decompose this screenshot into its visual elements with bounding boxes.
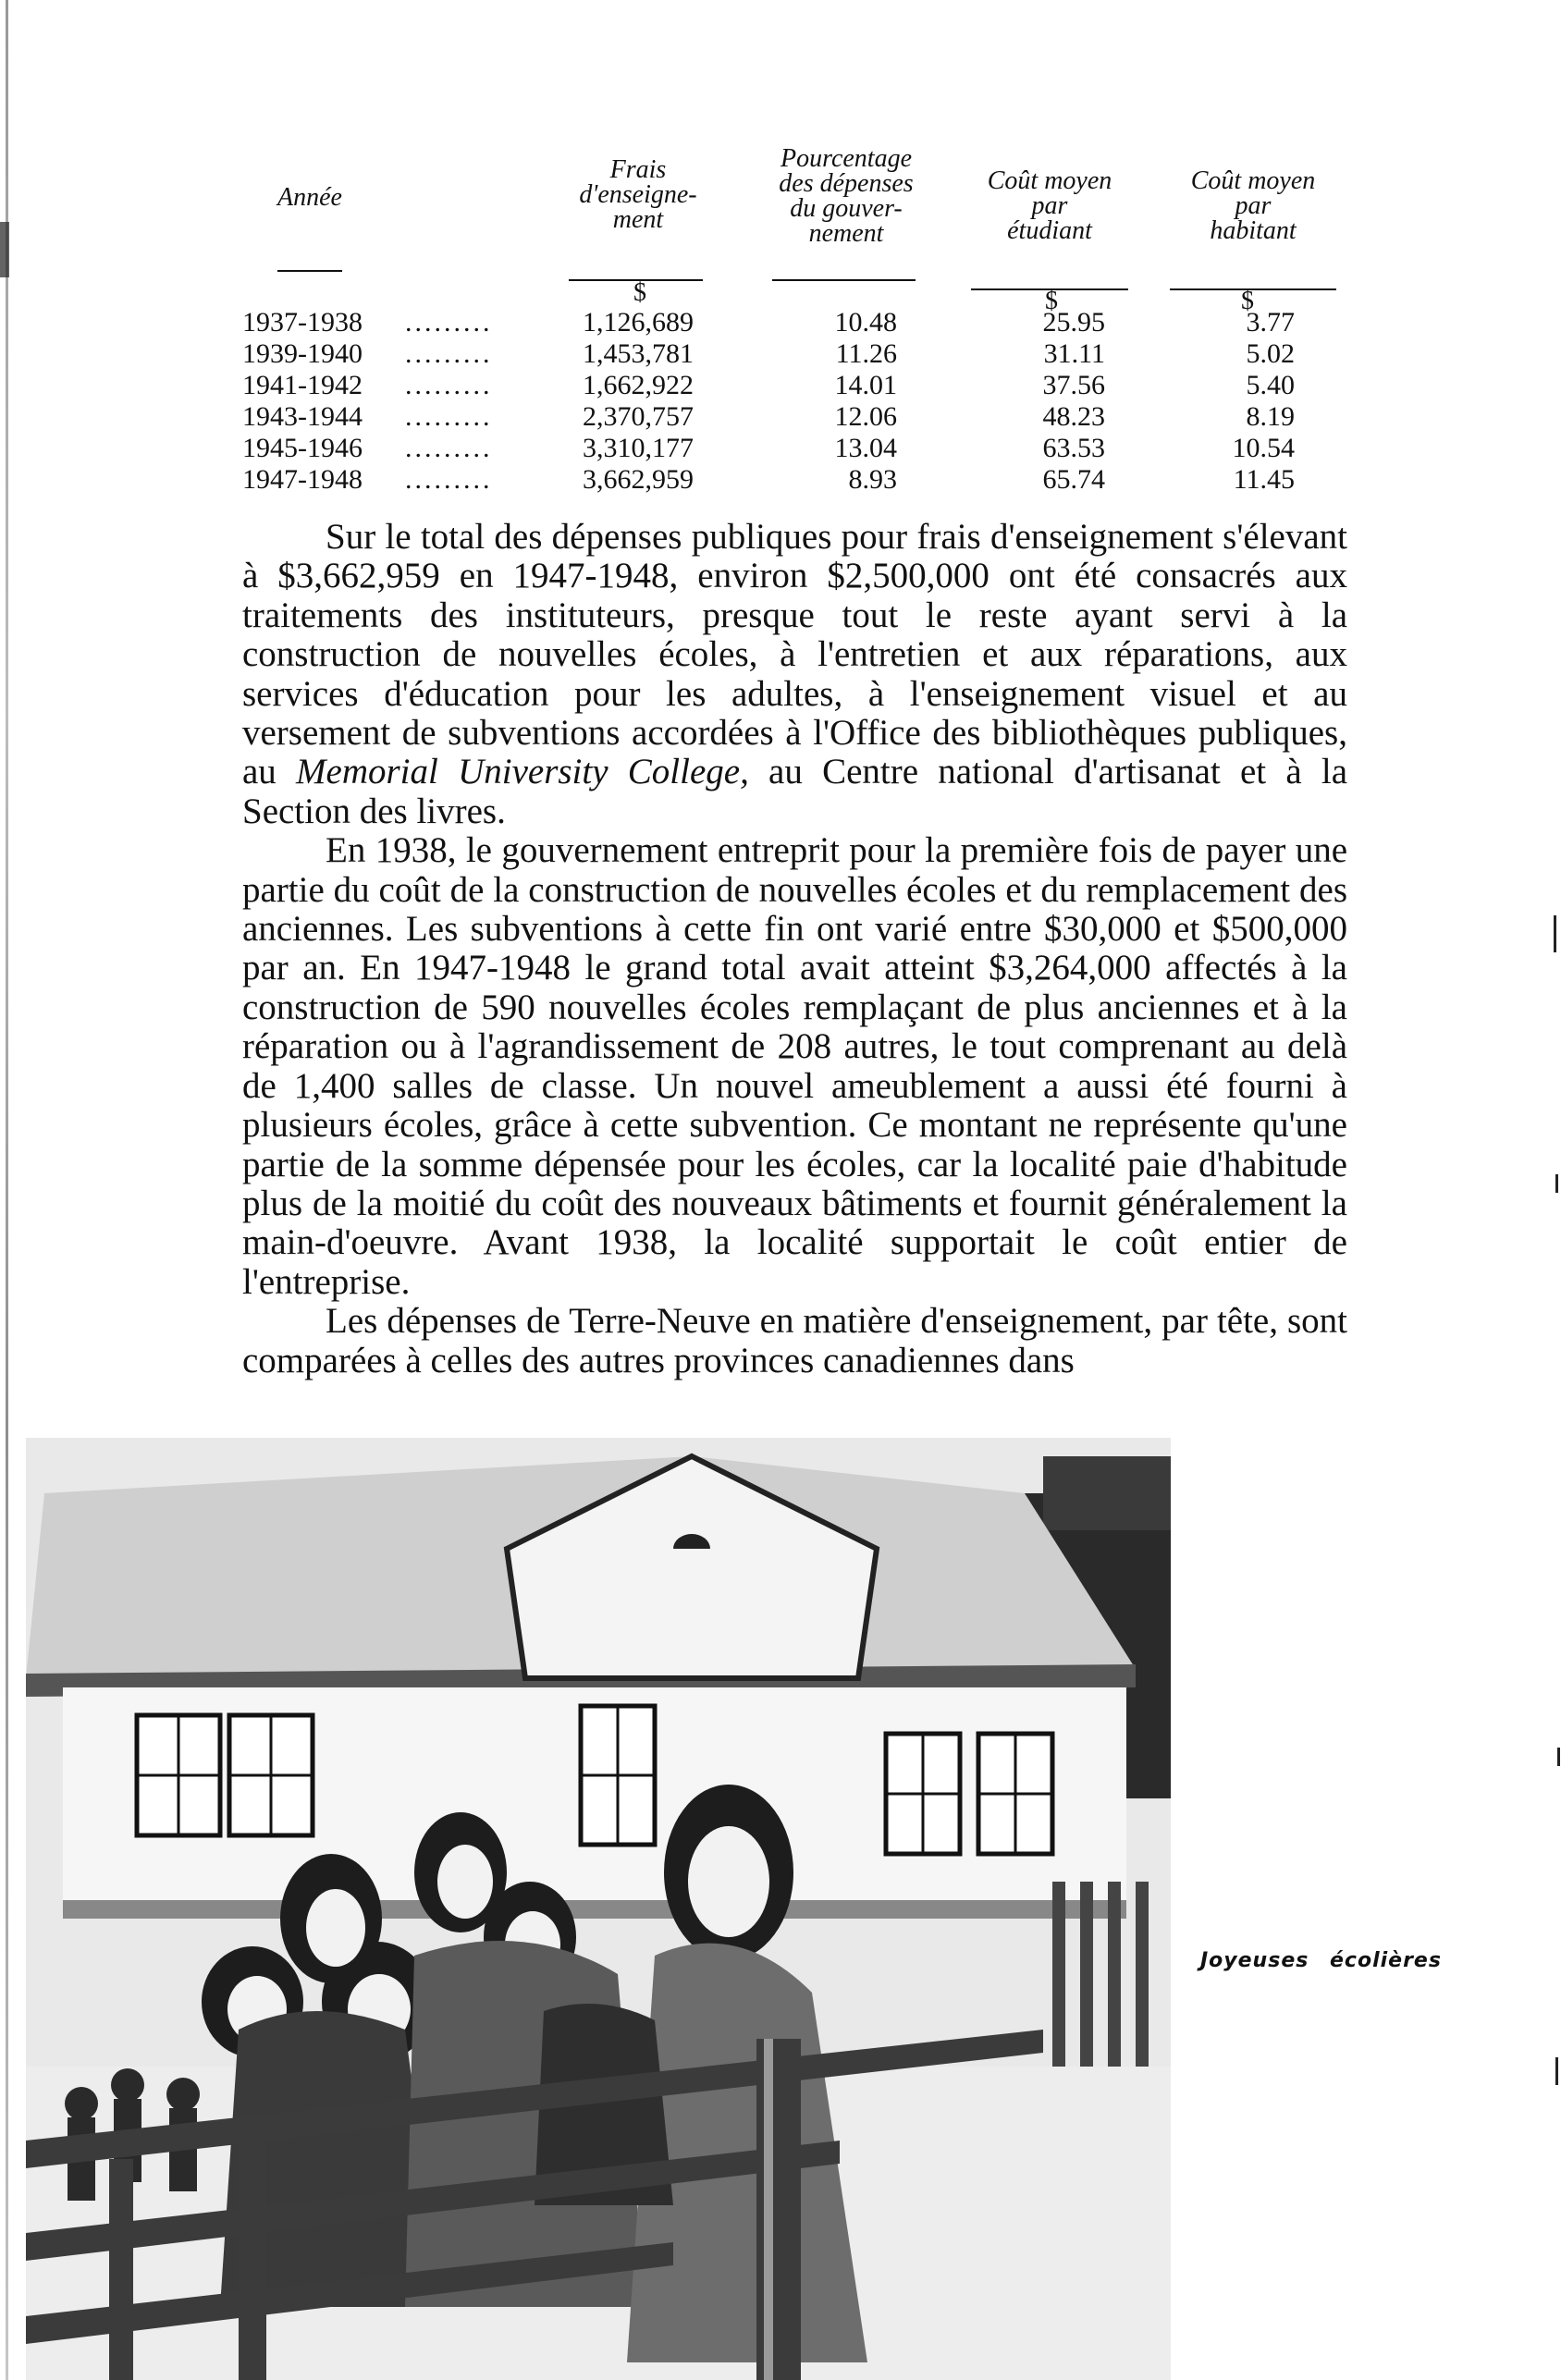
- paragraph: Les dépenses de Terre-Neuve en matière d'enseignement, par tête, sont comparées à celles des autres provinces canadiennes dans: [242, 1301, 1347, 1380]
- cell-annee: 1943-1944: [242, 401, 363, 432]
- cell-cout-etudiant: 31.11: [1043, 338, 1105, 369]
- leader-dots: .........: [405, 401, 493, 432]
- leader-dots: .........: [405, 433, 493, 463]
- cell-annee: 1945-1946: [242, 433, 363, 463]
- cell-frais: 1,126,689: [583, 307, 694, 337]
- paragraph-text: au Centre national d'artisanat et à la Section des livres.: [242, 752, 1348, 831]
- header-annee: Année: [277, 183, 342, 212]
- table-row: [240, 401, 1341, 433]
- cell-annee: 1947-1948: [242, 464, 363, 495]
- paragraph: En 1938, le gouvernement entreprit pour la première fois de payer une partie du coût de la construction de nouvelles écoles et du remplacement des anciennes. Les subventions à cette fin ont varié entre $30,000 et $500,000 par an. En 1947-1948 le grand total avait atteint $3,264,000 affectés à la construction de 590 nouvelles écoles remplaçant de plus anciennes et à la réparation ou à l'agrandissement de 208 autres, le tout comprenant au delà de 1,400 salles de classe. Un nouvel ameublement a aussi été fourni à plusieurs écoles, grâce à cette subvention. Ce montant ne représente qu'une partie de la somme dépensée pour les écoles, car la localité paie d'habitude plus de la moitié du coût des nouveaux bâtiments et fournit généralement la main-d'oeuvre. Avant 1938, la localité supportait le coût entier de l'entreprise.: [242, 830, 1347, 1302]
- cell-cout-etudiant: 48.23: [1042, 401, 1105, 432]
- table-row: [240, 433, 1341, 464]
- header-cout-etudiant: Coût moyen par étudiant: [987, 166, 1112, 245]
- schoolgirls-photo: [26, 1438, 1171, 2380]
- header-cout-habitant: Coût moyen par habitant: [1190, 166, 1316, 245]
- cell-cout-etudiant: 65.74: [1042, 464, 1105, 495]
- cell-cout-etudiant: 25.95: [1042, 307, 1105, 337]
- header-pourcentage: Pourcentage des dépenses du gouver- nement: [779, 144, 914, 248]
- cell-pourcentage: 10.48: [834, 307, 897, 337]
- cell-cout-habitant: 11.45: [1233, 464, 1295, 495]
- cell-cout-habitant: 5.02: [1246, 338, 1295, 369]
- margin-mark: [1555, 1174, 1558, 1193]
- cell-annee: 1937-1938: [242, 307, 363, 337]
- cell-cout-etudiant: 63.53: [1042, 433, 1105, 463]
- unit-cout-habitant: $: [1241, 287, 1254, 315]
- cell-pourcentage: 8.93: [848, 464, 897, 495]
- cell-frais: 1,453,781: [583, 338, 694, 369]
- education-expenses-table: [240, 144, 1341, 518]
- cell-pourcentage: 12.06: [834, 401, 897, 432]
- cell-cout-habitant: 3.77: [1246, 307, 1295, 337]
- cell-annee: 1939-1940: [242, 338, 363, 369]
- body-text: [242, 518, 1347, 1380]
- cell-frais: 2,370,757: [583, 401, 694, 432]
- cell-frais: 3,310,177: [583, 433, 694, 463]
- cell-frais: 3,662,959: [583, 464, 694, 495]
- scan-edge: [6, 0, 8, 2380]
- table-row: [240, 307, 1341, 338]
- header-frais: Frais d'enseigne- ment: [579, 155, 697, 234]
- paragraph-text: Sur le total des dépenses publiques pour frais d'enseignement s'élevant à $3,662,959 en 1947-1948, environ $2,500,000 ont été consacrés aux traitements des instituteurs, presque tout le reste ayant servi à la construction de nouvelles écoles, à l'entretien et aux réparations, aux services d'éducation pour les adultes, à l'enseignement visuel et au versement de subventions accordées à l'Office des bibliothèques publiques, au: [242, 517, 1347, 792]
- table-row: [240, 370, 1341, 401]
- margin-mark: [1554, 915, 1556, 952]
- table-row: [240, 464, 1341, 496]
- cell-pourcentage: 14.01: [834, 370, 897, 400]
- paragraph: [242, 518, 1347, 831]
- table-row: [240, 338, 1341, 370]
- header-rule: [277, 270, 342, 272]
- margin-mark: [1555, 2057, 1558, 2085]
- leader-dots: .........: [405, 464, 493, 495]
- cell-cout-habitant: 10.54: [1232, 433, 1295, 463]
- unit-cout-etudiant: $: [1045, 287, 1058, 315]
- institution-name: Memorial University College,: [296, 752, 749, 792]
- cell-pourcentage: 11.26: [835, 338, 897, 369]
- cell-frais: 1,662,922: [583, 370, 694, 400]
- table-body: [240, 307, 1341, 496]
- leader-dots: .........: [405, 307, 493, 337]
- cell-pourcentage: 13.04: [834, 433, 897, 463]
- leader-dots: .........: [405, 338, 493, 369]
- margin-mark: [1557, 1748, 1560, 1766]
- cell-annee: 1941-1942: [242, 370, 363, 400]
- leader-dots: .........: [405, 370, 493, 400]
- cell-cout-habitant: 5.40: [1246, 370, 1295, 400]
- cell-cout-etudiant: 37.56: [1042, 370, 1105, 400]
- photo-caption: Joyeuses écolières: [1200, 1949, 1442, 1972]
- cell-cout-habitant: 8.19: [1246, 401, 1295, 432]
- header-rule: [772, 279, 916, 281]
- unit-frais: $: [633, 278, 646, 307]
- scan-edge-mark: [0, 222, 9, 277]
